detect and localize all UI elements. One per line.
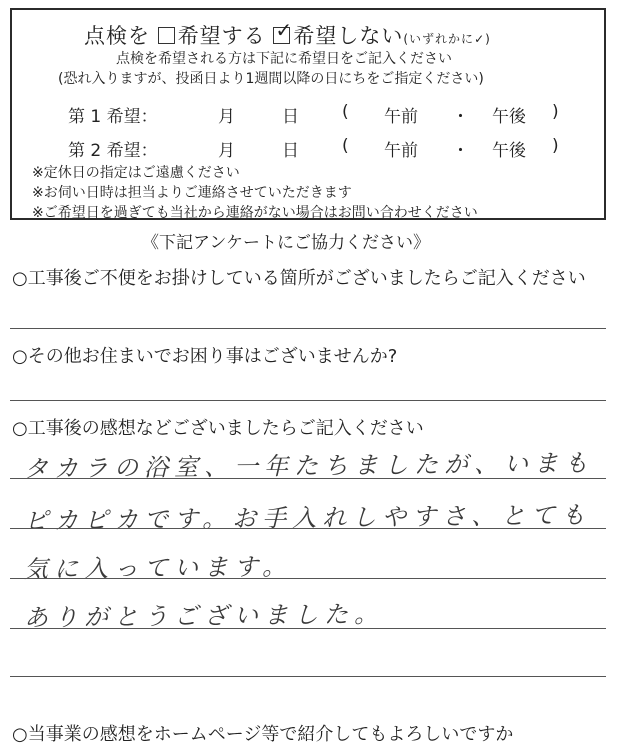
preference-row-1[interactable] bbox=[68, 102, 578, 126]
am-option[interactable]: 午前 bbox=[384, 107, 418, 127]
answer-line[interactable] bbox=[10, 328, 606, 329]
title-prefix: 点検を bbox=[84, 24, 150, 48]
note-contact: ※お伺い日時は担当よりご連絡させていただきます bbox=[32, 185, 352, 201]
month-label: 月 bbox=[218, 141, 235, 161]
handwritten-answer-line-3: 気に入っています。 bbox=[23, 552, 293, 584]
month-label: 月 bbox=[218, 107, 235, 127]
pm-option[interactable]: 午後 bbox=[492, 107, 526, 127]
day-label: 日 bbox=[282, 107, 299, 127]
instruction-line-2: (恐れ入りますが、投函日より1週間以降の日にちをご指定ください) bbox=[58, 71, 484, 87]
paren-open: ( bbox=[342, 102, 349, 122]
separator-dot: ・ bbox=[452, 141, 469, 161]
answer-line[interactable] bbox=[10, 676, 606, 677]
answer-line[interactable] bbox=[10, 628, 606, 629]
handwritten-answer-line-2: ピカピカです。お手入れしやすさ、とても bbox=[23, 501, 592, 535]
option-not-want-label: 希望しない bbox=[293, 24, 404, 48]
note-inquiry: ※ご希望日を過ぎても当社から連絡がない場合はお問い合わせください bbox=[32, 205, 478, 221]
separator-dot: ・ bbox=[452, 107, 469, 127]
answer-line[interactable] bbox=[10, 578, 606, 579]
question-inconvenience: ○工事後ご不便をお掛けしている箇所がございましたらご記入ください bbox=[12, 268, 586, 289]
paren-close: ) bbox=[552, 102, 559, 122]
paren-open: ( bbox=[342, 136, 349, 156]
checkbox-not-want[interactable] bbox=[273, 18, 294, 44]
preference-label: 第 1 希望： bbox=[68, 107, 158, 127]
choose-one-note: (いずれかに✓) bbox=[403, 32, 491, 46]
handwritten-answer-line-4: ありがとうございました。 bbox=[23, 600, 385, 632]
answer-line[interactable] bbox=[10, 478, 606, 479]
survey-title: 《下記アンケートにご協力ください》 bbox=[142, 233, 430, 253]
preference-row-2[interactable] bbox=[68, 136, 578, 160]
day-label: 日 bbox=[282, 141, 299, 161]
inspection-title bbox=[84, 20, 491, 50]
handwritten-answer-line-1: タカラの浴室、一年たちましたが、いまも bbox=[23, 449, 595, 483]
option-want-label: 希望する bbox=[177, 24, 266, 48]
answer-line[interactable] bbox=[10, 528, 606, 529]
pm-option[interactable]: 午後 bbox=[492, 141, 526, 161]
answer-line[interactable] bbox=[10, 400, 606, 401]
am-option[interactable]: 午前 bbox=[384, 141, 418, 161]
question-troubles: ○その他お住まいでお困り事はございませんか? bbox=[12, 346, 398, 367]
check-mark-icon: ✓ bbox=[275, 18, 294, 42]
checkbox-want[interactable] bbox=[158, 27, 175, 44]
paren-close: ) bbox=[552, 136, 559, 156]
preference-label: 第 2 希望： bbox=[68, 141, 158, 161]
inspection-request-box bbox=[10, 8, 606, 220]
instruction-line-1: 点検を希望される方は下記に希望日をご記入ください bbox=[116, 51, 452, 67]
note-holiday: ※定休日の指定はご遠慮ください bbox=[32, 165, 240, 181]
question-publish-permission: ○当事業の感想をホームページ等で紹介してもよろしいですか bbox=[12, 724, 514, 745]
question-impressions: ○工事後の感想などございましたらご記入ください bbox=[12, 418, 424, 439]
